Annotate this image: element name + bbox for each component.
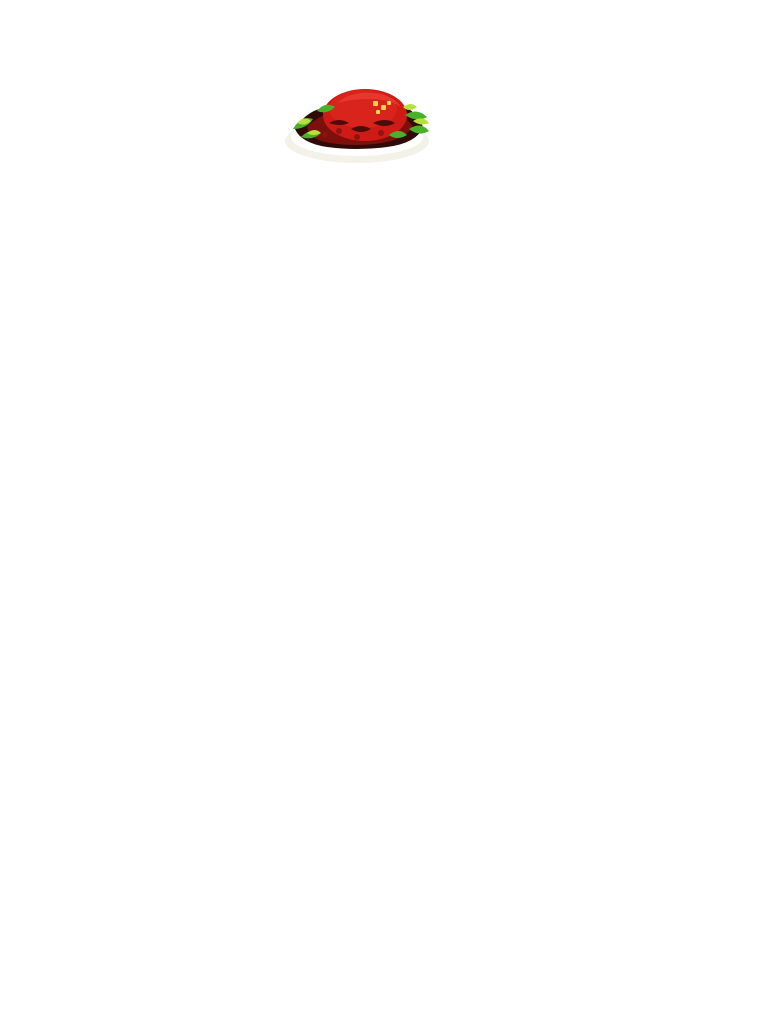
roast-turkey-platter-image xyxy=(277,57,437,169)
